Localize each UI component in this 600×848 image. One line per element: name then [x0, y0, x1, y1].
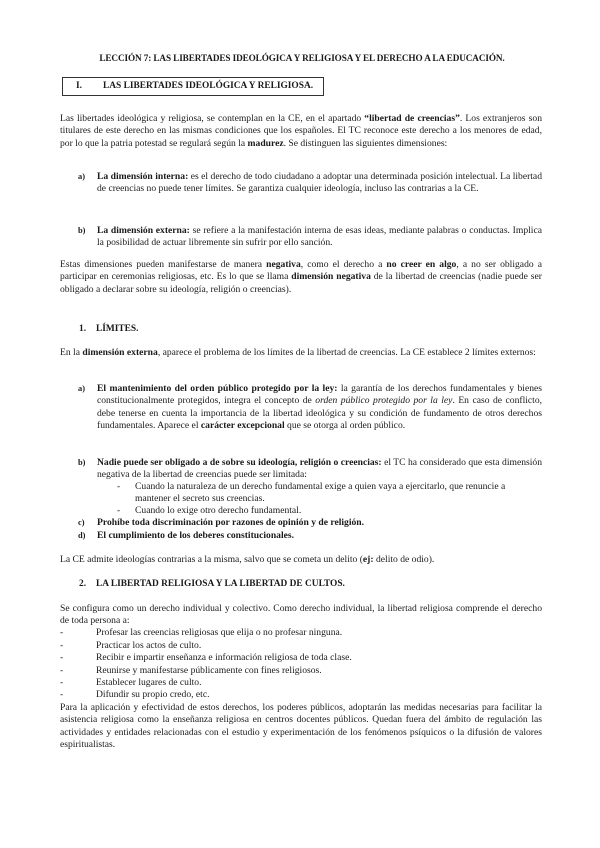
- limit-item-discrimination: c) Prohíbe toda discriminación por razones de opinión y de religión.: [78, 517, 365, 528]
- section-number: I.: [76, 81, 82, 91]
- religious-list-item: - Reunirse y manifestarse públicamente con fines religiosos.: [60, 665, 322, 676]
- section-heading-box: [62, 77, 324, 96]
- document-page: LECCIÓN 7: LAS LIBERTADES IDEOLÓGICA Y RELIGIOSA Y EL DERECHO A LA EDUCACIÓN. I. LAS LIBERTADES IDEOLÓGICA Y RELIGIOSA. Las libertades ideológica y religiosa, se contemplan en la CE, en el apartado “libertad de creencias”. Los extranjeros son titulares de este derecho en las mismas condiciones que los españoles. El TC reconoce este derecho a los menores de edad, por lo que la patria potestad se regulará según la madurez. Se distinguen las siguientes dimensiones: a) La dimensión interna: es el derecho de todo ciudadano a adoptar una determinada posición intelectual. La libertad de creencias no puede tener límites. Se garantiza cualquier ideología, incluso las contrarias a la CE. b) La dimensión externa: se refiere a la manifestación interna de esas ideas, mediante palabras o conductas. Implica la posibilidad de actuar libremente sin sufrir por ello sanción. Estas dimensiones pueden manifestarse de manera negativa, como el derecho a no creer en algo, a no ser obligado a participar en ceremonias religiosas, etc. Es lo que se llama dimensión negativa de la libertad de creencias (nadie puede ser obligado a declarar sobre su ideología, religión o creencias). 1. LÍMITES. En la dimensión externa, aparece el problema de los límites de la libertad de creencias. La CE establece 2 límites externos: a) El mantenimiento del orden público protegido por la ley: la garantía de los derechos fundamentales y bienes constitucionalmente protegidos, integra el concepto de orden público protegido por la ley. En caso de conflicto, debe tenerse en cuenta la importancia de la libertad ideológica y su condición de fundamento de otros derechos fundamentales. Aparece el carácter excepcional que se otorga al orden público. b) Nadie puede ser obligado a de sobre su ideología, religión o creencias: el TC ha considerado que esta dimensión negativa de la libertad de creencias puede ser limitada: - Cuando la naturaleza de un derecho fundamental exige a quien vaya a ejercitarlo, que renuncie a mantener el secreto sus creencias. - Cuando lo exige otro derecho fundamental. c) Prohíbe toda discriminación por razones de opinión y de religión. d) El cumplimiento de los deberes constitucionales. La CE admite ideologías contrarias a la misma, salvo que se cometa un delito (ej: delito de odio). 2. LA LIBERTAD RELIGIOSA Y LA LIBERTAD DE CULTOS. Se configura como un derecho individual y colectivo. Como derecho individual, la libertad religiosa comprende el derecho de toda persona a: - Profesar las creencias religiosas que elija o no profesar ninguna. - Practicar los actos de culto. - Recibir e impartir enseñanza e información religiosa de toda clase. - Reunirse y manifestarse públicamente con fines religiosos. - Establecer lugares de culto. - Difundir su propio credo, etc. Para la aplicación y efectividad de estos derechos, los poderes públicos, adoptarán las medidas necesarias para facilitar la asistencia religiosa como la enseñanza religiosa en centros docentes públicos. Quedan fuera del ámbito de regulación las actividades y entidades relacionadas con el estudio y experimentación de los fenómenos psíquicos o la difusión de valores espiritualistas.: [60, 53, 543, 751]
- intro-paragraph: Las libertades ideológica y religiosa, se contemplan en la CE, en el apartado “libertad de creencias”. Los extranjeros son titulares de este derecho en las mismas condiciones que los españoles. El TC reconoce este derecho a los menores de edad, por lo que la patria potestad se regulará según la madurez. Se distinguen las siguientes dimensiones:: [60, 113, 542, 149]
- religious-list-item: - Profesar las creencias religiosas que elija o no profesar ninguna.: [60, 627, 343, 638]
- limit-item-duties: d) El cumplimiento de los deberes constitucionales.: [78, 530, 295, 541]
- dimension-item-external: b) La dimensión externa: se refiere a la manifestación interna de esas ideas, mediante palabras o conductas. Implica la posibilidad de actuar libremente sin sufrir por ello sanción.: [78, 225, 542, 249]
- limit-subitem: - Cuando lo exige otro derecho fundamental.: [117, 505, 302, 516]
- admits-paragraph: La CE admite ideologías contrarias a la misma, salvo que se cometa un delito (ej: delito de odio).: [60, 554, 435, 565]
- religious-list-item: - Practicar los actos de culto.: [60, 640, 202, 651]
- dimension-item-internal: a) La dimensión interna: es el derecho de todo ciudadano a adoptar una determinada posición intelectual. La libertad de creencias no puede tener límites. Se garantiza cualquier ideología, incluso las contrarias a la CE.: [78, 171, 542, 195]
- limits-intro-paragraph: En la dimensión externa, aparece el problema de los límites de la libertad de creencias. La CE establece 2 límites externos:: [60, 347, 536, 358]
- limit-subitem: - Cuando la naturaleza de un derecho fundamental exige a quien vaya a ejercitarlo, que renuncie a mantener el secreto sus creencias.: [117, 481, 506, 505]
- limit-item-no-obligation: b) Nadie puede ser obligado a de sobre su ideología, religión o creencias: el TC ha considerado que esta dimensión negativa de la libertad de creencias puede ser limitada:: [78, 457, 542, 481]
- negative-dimension-paragraph: Estas dimensiones pueden manifestarse de manera negativa, como el derecho a no creer en algo, a no ser obligado a participar en ceremonias religiosas, etc. Es lo que se llama dimensión negativa de la libertad de creencias (nadie puede ser obligado a declarar sobre su ideología, religión o creencias).: [60, 259, 542, 295]
- limit-item-public-order: a) El mantenimiento del orden público protegido por la ley: la garantía de los derechos fundamentales y bienes constitucionalmente protegidos, integra el concepto de orden público protegido por la ley. En caso de conflicto, debe tenerse en cuenta la importancia de la libertad ideológica y su condición de fundamento de otros derechos fundamentales. Aparece el carácter excepcional que se otorga al orden público.: [78, 383, 543, 432]
- religious-intro-paragraph: Se configura como un derecho individual y colectivo. Como derecho individual, la libertad religiosa comprende el derecho de toda persona a:: [60, 603, 542, 627]
- religious-list-item: - Difundir su propio credo, etc.: [60, 689, 210, 700]
- section-title: LAS LIBERTADES IDEOLÓGICA Y RELIGIOSA.: [103, 81, 314, 91]
- religious-list-item: - Recibir e impartir enseñanza e información religiosa de toda clase.: [60, 652, 352, 663]
- lesson-title: LECCIÓN 7: LAS LIBERTADES IDEOLÓGICA Y RELIGIOSA Y EL DERECHO A LA EDUCACIÓN.: [99, 53, 505, 63]
- religious-list-item: - Establecer lugares de culto.: [60, 677, 202, 688]
- closing-paragraph: Para la aplicación y efectividad de estos derechos, los poderes públicos, adoptarán las medidas necesarias para facilitar la asistencia religiosa como la enseñanza religiosa en centros docentes públicos. Quedan fuera del ámbito de regulación las actividades y entidades relacionadas con el estudio y experimentación de los fenómenos psíquicos o la difusión de valores espiritualistas.: [60, 702, 542, 751]
